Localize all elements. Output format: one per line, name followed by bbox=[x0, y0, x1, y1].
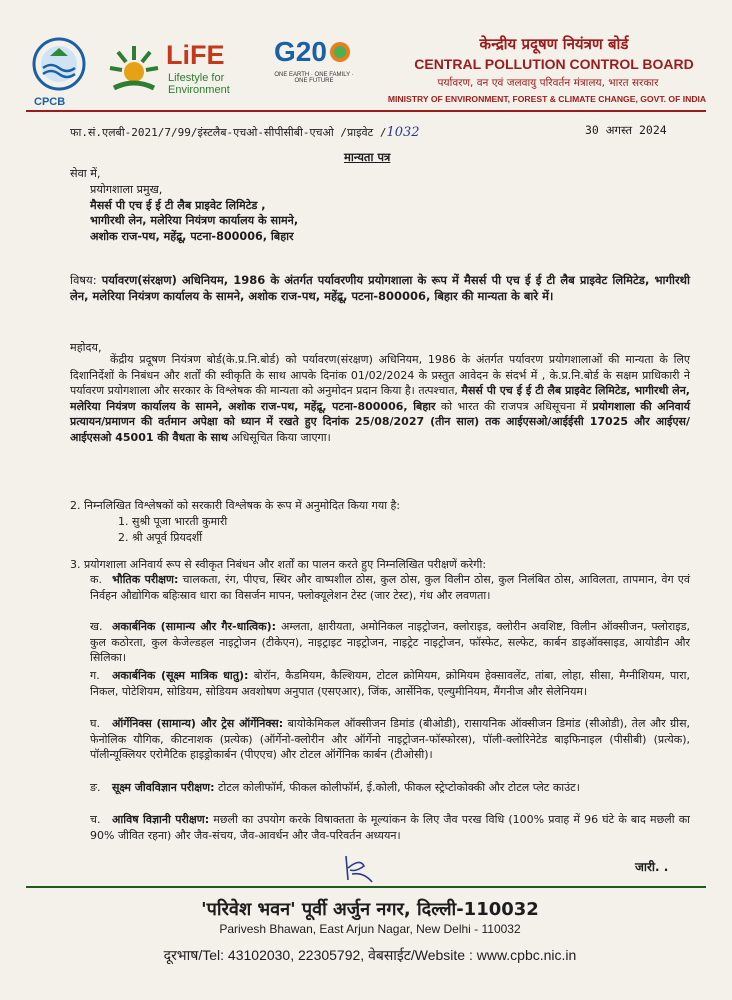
test-head: अकार्बनिक (सूक्ष्म मात्रिक धातु): bbox=[112, 669, 249, 682]
para1-lab-name: मैसर्स पी एच ई ई टी लैब प्राइवेट लिमिटेड, भागीरथी लेन, मलेरिया नियंत्रण कार्यालय के सामने, अशोक राज-पथ, महेंद्रू, पटना-800006, बिहार bbox=[70, 384, 690, 413]
test-label: ख. bbox=[90, 620, 103, 633]
letter-title: मान्यता पत्र bbox=[344, 150, 391, 164]
test-body: मछली का उपयोग करके विषाक्तता के मूल्यांकन के लिए जैव परख विधि (100% प्रवाह में 96 घंटे के बाद मछली का 90% जीवित रहना) और जैव-संचय, जैव-आवर्धन और जैव-परिवर्तन अध्ययन। bbox=[90, 813, 690, 842]
para1-part: केंद्रीय प्रदूषण नियंत्रण बोर्ड(के.प्र.नि.बोर्ड) को पर्यावरण(संरक्षण) अधिनियम, 1986 के अंतर्गत पर्यावरण प्रयोगशालाओं की मान्यता के लिए दिशानिर्देशों के निबंधन और शर्तों की स्वीकृति के साथ आपके दिनांक 01/02/2024 के प्रस्तुत आवेदन के संदर्भ में , के.प्र.नि.बोर्ड के सक्षम प्राधिकारी ने पर्यावरण प्रयोगशाला और सरकार के विश्लेषक की मान्यता को अनुमोदन प्रदान किया है। तत्पश्चात, bbox=[70, 353, 690, 397]
analyst-2: 2. श्री अपूर्व प्रियदर्शी bbox=[118, 531, 203, 544]
para1-validity: प्रयोगशाला की अनिवार्य प्रत्यायन/प्रमाणन की वर्तमान अपेक्षा को ध्यान में रखते हुए दिनांक 25/08/2027 (तीन साल) तक आईएसओ/आईईसी 17025 और आईएस/आईएसओ 45001 की वैधता के साथ bbox=[70, 399, 691, 444]
subject-line bbox=[70, 272, 690, 304]
life-brand: LiFE bbox=[166, 40, 225, 70]
subject-label: विषय: bbox=[70, 273, 97, 287]
life-logo bbox=[108, 40, 248, 100]
file-number-handwritten: 1032 bbox=[386, 125, 420, 140]
test-label: ग. bbox=[90, 669, 100, 682]
to-label: सेवा में, bbox=[70, 167, 101, 180]
ministry-english: MINISTRY OF ENVIRONMENT, FOREST & CLIMATE CHANGE, GOVT. OF INDIA bbox=[387, 94, 707, 104]
para1-part: अधिसूचित किया जाएगा। bbox=[231, 430, 331, 444]
addressee-line: भागीरथी लेन, मलेरिया नियंत्रण कार्यालय के सामने, bbox=[90, 214, 299, 227]
test-item bbox=[90, 812, 690, 843]
addressee-block bbox=[90, 182, 298, 244]
ministry-hindi: पर्यावरण, वन एवं जलवायु परिवर्तन मंत्रालय, भारत सरकार bbox=[437, 77, 659, 89]
test-body: चालकता, रंग, पीएच, स्थिर और वाष्पशील ठोस, कुल ठोस, कुल विलीन ठोस, कुल निलंबित ठोस, आविलता, तापमान, वेग एवं निर्वहन औद्योगिक बहिःस्राव धारा का विसर्जन मापन, फ्लोक्यूलेशन टेस्ट (जार टेस्ट), गंध और लवणता। bbox=[90, 573, 690, 602]
footer-address-hindi: 'परिवेश भवन' पूर्वी अर्जुन नगर, दिल्ली-110032 bbox=[201, 899, 539, 920]
test-head: ऑर्गेनिक्स (सामान्य) और ट्रेस ऑर्गेनिक्स: bbox=[112, 717, 284, 730]
paragraph-2: 2. निम्नलिखित विश्लेषकों को सरकारी विश्लेषक के रूप में अनुमोदित किया गया है: bbox=[70, 499, 401, 512]
footer-divider bbox=[26, 886, 706, 888]
paragraph-3: 3. प्रयोगशाला अनिवार्य रूप से स्वीकृत निबंधन और शर्तों का पालन करते हुए निम्नलिखित परीक्षणें करेगी: bbox=[70, 558, 487, 571]
subject-text: पर्यावरण(संरक्षण) अधिनियम, 1986 के अंतर्गत पर्यावरणीय प्रयोगशाला के रूप में मैसर्स पी एच ई ई टी लैब प्राइवेट लिमिटेड, भागीरथी लेन, मलेरिया नियंत्रण कार्यालय के सामने, अशोक राज-पथ, महेंद्रू, पटना-800006, बिहार की मान्यता के बारे में। bbox=[70, 273, 690, 303]
test-body: अम्लता, क्षारीयता, अमोनिकल नाइट्रोजन, क्लोराइड, क्लोरीन अवशिष्ट, विलीन ऑक्सीजन, फ्लोराइड, कुल कठोरता, कुल केजेल्डहल नाइट्रोजन (टीकेएन), नाइट्राइट नाइट्रोजन, नाइट्रेट नाइट्रोजन, फॉस्फेट, सल्फेट, कार्बन डाइऑक्साइड, आयोडीन और सिलिका। bbox=[90, 620, 690, 664]
test-item bbox=[90, 668, 690, 699]
test-label: ङ. bbox=[90, 781, 101, 794]
footer-address-english: Parivesh Bhawan, East Arjun Nagar, New Delhi - 110032 bbox=[219, 922, 521, 936]
test-body: बोरॉन, कैडमियम, कैल्शियम, टोटल क्रोमियम, क्रोमियम हेक्सावलेंट, तांबा, लोहा, सीसा, मैग्नीशियम, पारा, निकल, पोटेशियम, सोडियम, सोडियम अवशोषण अनुपात (एसएआर), जिंक, आर्सेनिक, एल्युमीनियम, मैंगनीज और सेलेनियम। bbox=[90, 669, 691, 698]
org-name-english: CENTRAL POLLUTION CONTROL BOARD bbox=[414, 56, 694, 72]
addressee-line: प्रयोगशाला प्रमुख, bbox=[90, 183, 163, 196]
g20-logo bbox=[268, 36, 360, 106]
test-body: टोटल कोलीफॉर्म, फीकल कोलीफॉर्म, ई.कोली, फीकल स्ट्रेप्टोकोक्की और टोटल प्लेट काउंट। bbox=[218, 781, 580, 794]
life-tagline-1: Lifestyle for bbox=[168, 72, 225, 84]
footer-contact: दूरभाष/Tel: 43102030, 22305792, वेबसाईट/Website : www.cpbc.nic.in bbox=[163, 947, 577, 963]
header-divider bbox=[26, 110, 706, 112]
org-name-hindi: केन्द्रीय प्रदूषण नियंत्रण बोर्ड bbox=[479, 35, 629, 53]
g20-tagline: ONE EARTH · ONE FAMILY · ONE FUTURE bbox=[274, 72, 354, 84]
test-head: सूक्ष्म जीवविज्ञान परीक्षण: bbox=[112, 781, 215, 794]
analyst-1: 1. सुश्री पूजा भारती कुमारी bbox=[118, 515, 228, 528]
test-item bbox=[90, 619, 690, 666]
test-item bbox=[90, 572, 690, 603]
file-number bbox=[70, 125, 420, 140]
test-body: बायोकेमिकल ऑक्सीजन डिमांड (बीओडी), रासायनिक ऑक्सीजन डिमांड (सीओडी), तेल और ग्रीस, फेनोलिक यौगिक, कीटनाशक (प्रत्येक) (ऑर्गेनो-क्लोरीन और ऑर्गेनो नाइट्रोजन-फॉस्फोरस), पॉली-क्लोरिनेटेड बाइफिनाइल (पीसीबी) (प्रत्येक), पॉलीन्यूक्लियर एरोमैटिक हाइड्रोकार्बन (पीएएच) और टोटल ऑर्गेनिक कार्बन (टीओसी)। bbox=[90, 717, 691, 761]
addressee-line: मैसर्स पी एच ई ई टी लैब प्राइवेट लिमिटेड , bbox=[90, 198, 266, 212]
test-head: भौतिक परीक्षण: bbox=[112, 573, 179, 586]
salutation: महोदय, bbox=[70, 341, 102, 354]
file-number-text: फा.सं.एलबी-2021/7/99/इंस्टलैब-एचओ-सीपीसीबी-एचओ /प्राइवेट / bbox=[70, 126, 387, 139]
test-item bbox=[90, 716, 690, 763]
test-head: अकार्बनिक (सामान्य और गैर-धात्विक): bbox=[112, 620, 276, 633]
test-label: च. bbox=[90, 813, 101, 826]
test-item bbox=[90, 780, 690, 796]
test-label: घ. bbox=[90, 717, 100, 730]
test-label: क. bbox=[90, 573, 102, 586]
signature-mark bbox=[338, 852, 378, 886]
life-tagline-2: Environment bbox=[168, 84, 230, 96]
test-head: आविष विज्ञानी परीक्षण: bbox=[112, 813, 210, 826]
g20-brand: G20 bbox=[274, 36, 327, 67]
para1-part: को भारत की राजपत्र अधिसूचना में bbox=[440, 399, 588, 413]
paragraph-1 bbox=[70, 352, 690, 445]
continued-label: जारी. . bbox=[635, 860, 669, 874]
addressee-line: अशोक राज-पथ, महेंद्रू, पटना-800006, बिहार bbox=[90, 229, 294, 243]
cpcb-label: CPCB bbox=[34, 96, 66, 108]
letter-date: 30 अगस्त 2024 bbox=[585, 123, 667, 137]
